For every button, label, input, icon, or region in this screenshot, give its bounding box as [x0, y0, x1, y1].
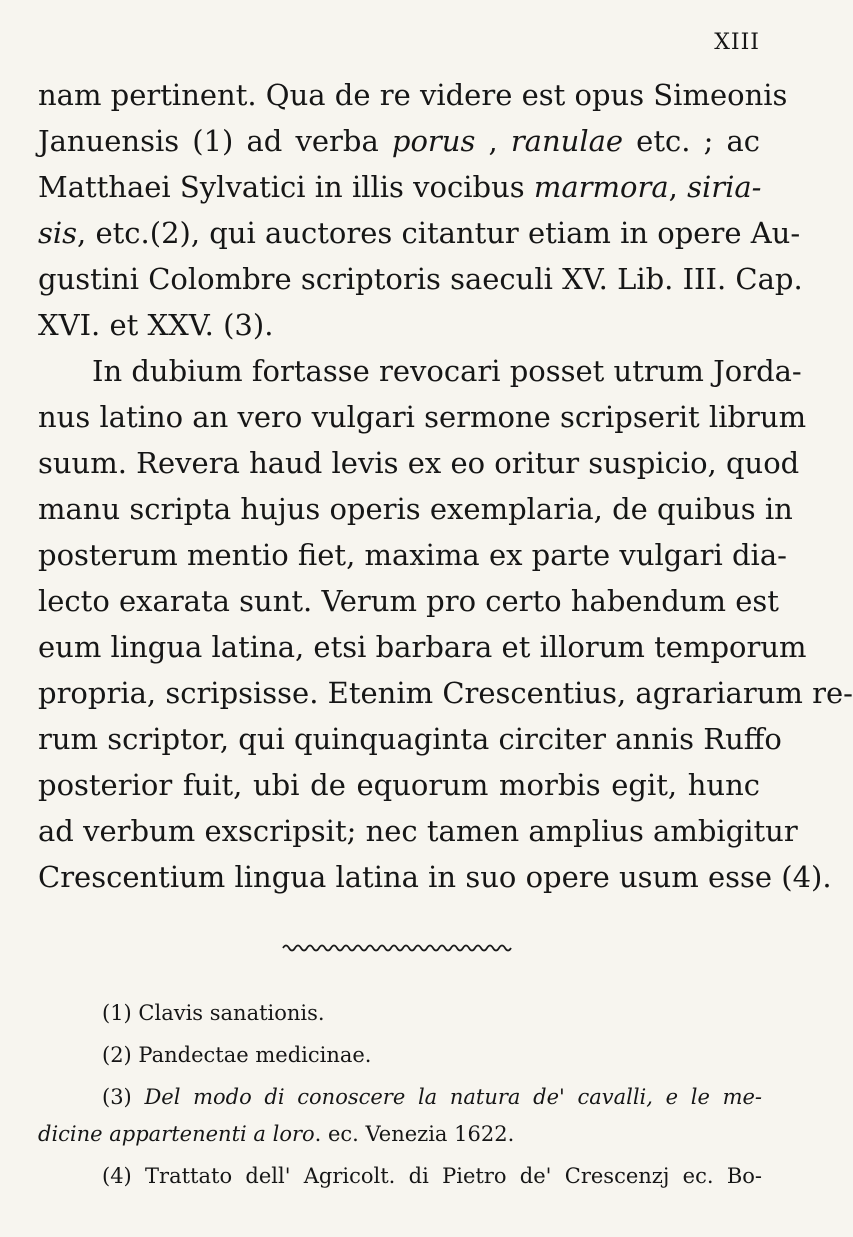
text-line — [38, 348, 802, 394]
text-span: Januensis (1) ad verba — [38, 124, 379, 158]
page-number: XIII — [714, 30, 760, 55]
text-line — [38, 486, 793, 532]
footnotes — [38, 995, 762, 1195]
text-line — [38, 716, 782, 762]
text-span: , — [668, 170, 688, 204]
text-span: nus latino an vero vulgari sermone scripserit librum — [38, 400, 807, 434]
text-line — [38, 440, 800, 486]
italic-term: porus — [391, 124, 476, 158]
text-span: propria, scripsisse. Etenim Crescentius, agrariarum re- — [38, 676, 853, 710]
text-line — [38, 624, 807, 670]
italic-term: sis — [38, 216, 78, 250]
text-span: XVI. et XXV. (3). — [38, 308, 274, 342]
text-span: suum. Revera haud levis ex eo oritur suspicio, quod — [38, 446, 800, 480]
text-span: (3) — [102, 1085, 145, 1109]
text-span: , — [475, 124, 511, 158]
text-span: posterior fuit, ubi de equorum morbis egit, hunc — [38, 768, 760, 802]
text-line — [38, 118, 760, 164]
text-line — [38, 302, 760, 348]
text-line — [38, 670, 853, 716]
text-span: lecto exarata sunt. Verum pro certo habendum est — [38, 584, 779, 618]
text-span: (4) Trattato dell' Agricolt. di Pietro de' Crescenzj ec. Bo- — [102, 1164, 762, 1188]
text-span: eum lingua latina, etsi barbara et illorum temporum — [38, 630, 807, 664]
text-span: etc. ; ac — [623, 124, 761, 158]
footnote — [38, 1079, 762, 1116]
footnote-continuation — [38, 1116, 762, 1153]
text-span: Matthaei Sylvatici in illis vocibus — [38, 170, 525, 204]
text-span: manu scripta hujus operis exemplaria, de quibus in — [38, 492, 793, 526]
text-span: Crescentium lingua latina in suo opere usum esse (4). — [38, 860, 832, 894]
text-line — [38, 854, 832, 900]
text-line — [38, 210, 801, 256]
footnote — [38, 995, 762, 1032]
main-text — [38, 72, 853, 900]
text-span: In dubium fortasse revocari posset utrum Jorda- — [92, 354, 802, 388]
italic-term: marmora — [533, 170, 669, 204]
text-span: nam pertinent. Qua de re videre est opus Simeonis — [38, 78, 788, 112]
text-line — [38, 394, 807, 440]
text-span: (2) Pandectae medicinae. — [102, 1043, 372, 1067]
text-span: ad verbum exscripsit; nec tamen amplius ambigitur — [38, 814, 798, 848]
text-span: (1) Clavis sanationis. — [102, 1001, 325, 1025]
italic-title: Del modo di conoscere la natura de' cavalli, e le me- — [144, 1085, 763, 1109]
text-line — [38, 72, 788, 118]
text-span: rum scriptor, qui quinquaginta circiter annis Ruffo — [38, 722, 782, 756]
footnote — [38, 1037, 762, 1074]
italic-term: siria- — [687, 170, 762, 204]
text-line — [38, 808, 798, 854]
text-line — [38, 164, 760, 210]
text-line — [38, 532, 787, 578]
text-span: posterum mentio fiet, maxima ex parte vulgari dia- — [38, 538, 787, 572]
text-line — [38, 762, 760, 808]
text-span: , etc.(2), qui auctores citantur etiam in opere Au- — [77, 216, 801, 250]
italic-term: ranulae — [510, 124, 624, 158]
footnote — [38, 1158, 762, 1195]
text-span: gustini Colombre scriptoris saeculi XV. Lib. III. Cap. — [38, 262, 803, 296]
italic-title: dicine appartenenti a loro — [38, 1122, 315, 1146]
text-span: . ec. Venezia 1622. — [314, 1122, 515, 1146]
decorative-rule — [283, 942, 513, 954]
text-line — [38, 578, 779, 624]
text-line — [38, 256, 803, 302]
